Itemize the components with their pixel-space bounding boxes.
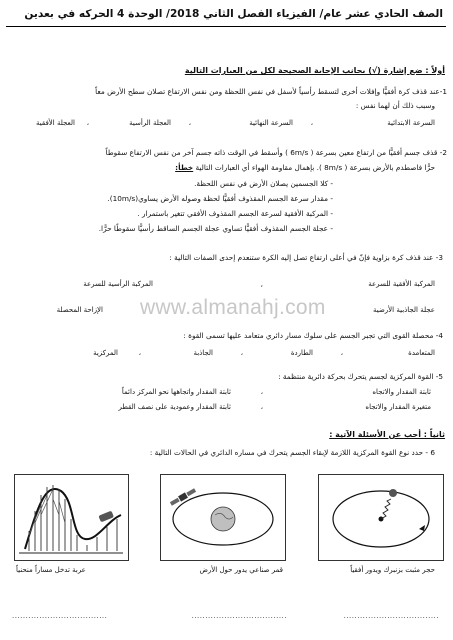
q6-answer-coaster[interactable]: ................................... bbox=[12, 612, 108, 620]
title-divider bbox=[6, 26, 446, 27]
q2-text-line1: 2- قذف جسم أفقيًّا من ارتفاع معين بسرعة ( 6m/s ) وأسقط في الوقت ذاته جسم آخر من نفس الارتفاع سقوطاً bbox=[105, 148, 447, 157]
q4-separator-3: ، bbox=[138, 349, 141, 357]
q4-option-1[interactable]: المتعامدة bbox=[408, 349, 435, 357]
q6-caption-stone: حجر مثبت بزنبرك ويدور أفقياً bbox=[350, 566, 435, 574]
q5-option-4[interactable]: ثابتة المقدار وعمودية على نصف القطر bbox=[118, 403, 231, 411]
q5-option-2[interactable]: ثابتة المقدار واتجاهها نحو المركز دائماً bbox=[121, 388, 231, 396]
q1-separator-2: ، bbox=[188, 119, 191, 127]
q4-separator-2: ، bbox=[240, 349, 243, 357]
q2-statement-2[interactable]: - مقدار سرعة الجسم المقذوف أفقيًّا لحظة وصوله الأرض يساوي(10m/s). bbox=[107, 194, 333, 203]
q4-option-3[interactable]: الجاذبة bbox=[193, 349, 213, 357]
q3-separator: , bbox=[260, 280, 263, 288]
q6-caption-satellite: قمر صناعي يدور حول الأرض bbox=[199, 566, 283, 574]
q1-text-line1: 1-عند قذف كرة أفقيًّا وإفلات أخرى لتسقط رأسياً لأسفل في نفس اللحظة ومن نفس الارتفاع تصلان سطح الأرض معاً bbox=[95, 87, 447, 96]
q5-text-line1: 5- القوة المركزية لجسم يتحرك بحركة دائرية منتظمة : bbox=[278, 372, 443, 381]
q3-option-4[interactable]: الإزاحة المحصلة bbox=[56, 306, 103, 314]
satellite-orbit-icon bbox=[161, 475, 285, 560]
coaster-icon bbox=[15, 475, 128, 560]
satellite-figure-box bbox=[160, 474, 286, 561]
watermark-text: www.almanahj.com bbox=[140, 296, 326, 319]
page-title: الصف الحادي عشر عام/ الفيزياء الفصل الثاني 2018/ الوحدة 4 الحركه في بعدين bbox=[24, 8, 443, 20]
q2-statement-1[interactable]: - كلا الجسمين يصلان الأرض في نفس اللحظة. bbox=[194, 179, 333, 188]
q1-option-3[interactable]: العجلة الرأسية bbox=[129, 119, 171, 127]
q3-option-2[interactable]: المركبة الرأسية للسرعة bbox=[83, 280, 153, 288]
q3-text-line1: 3- عند قذف كرة بزاوية فإنّ في أعلى ارتفاع تصل إليه الكرة ستنعدم إحدى الصفات التالية : bbox=[169, 253, 443, 262]
q4-text-line1: 4- محصلة القوى التي تجبر الجسم على سلوك مسار دائري متعامد عليها تسمى القوة : bbox=[183, 331, 443, 340]
section1-heading: أولاً : ضع إشارة (√) بجانب الإجابة الصحيحة لكل من العبارات التالية bbox=[184, 66, 445, 75]
q4-option-2[interactable]: الطاردة bbox=[290, 349, 313, 357]
q6-caption-coaster: عربة تدخل مساراً منحنياً bbox=[16, 566, 86, 574]
q3-option-3[interactable]: عجلة الجاذبية الأرضية bbox=[372, 306, 435, 314]
q5-separator-1: ، bbox=[260, 388, 263, 396]
stone-figure-box bbox=[318, 474, 444, 561]
q1-option-2[interactable]: السرعة النهائية bbox=[249, 119, 293, 127]
q5-option-1[interactable]: ثابتة المقدار والاتجاه bbox=[372, 388, 431, 396]
q4-option-4[interactable]: المركزية bbox=[93, 349, 118, 357]
q1-text-line2: وسبب ذلك أن لهما نفس : bbox=[355, 101, 435, 110]
q2-text-line2b: خطأ: bbox=[175, 163, 194, 172]
spring-stone-icon bbox=[319, 475, 443, 560]
q6-text-line1: 6 - حدد نوع القوة المركزية اللازمة لإبقاء الجسم يتحرك في مساره الدائري في الحالات التالية : bbox=[149, 448, 435, 457]
section2-heading: ثانياً : أجب عن الأسئلة الآتية : bbox=[329, 430, 445, 439]
q2-statement-4[interactable]: - عجلة الجسم المقذوف أفقيًّا تساوي عجلة الجسم الساقط رأسيًّا سقوطًا حرًّا. bbox=[98, 224, 333, 233]
q2-text-line2 bbox=[175, 163, 435, 172]
q1-option-4[interactable]: العجلة الأفقية bbox=[36, 119, 75, 127]
q2-statement-3[interactable]: - المركبة الأفقية لسرعة الجسم المقذوف الأفقي تتغير باستمرار . bbox=[137, 209, 333, 218]
q6-answer-stone[interactable]: ................................... bbox=[343, 612, 439, 620]
q1-separator-1: ، bbox=[310, 119, 313, 127]
q6-answer-satellite[interactable]: ................................... bbox=[191, 612, 287, 620]
q5-separator-2: ، bbox=[260, 403, 263, 411]
q5-option-3[interactable]: متغيرة المقدار والاتجاه bbox=[365, 403, 431, 411]
q3-option-1[interactable]: المركبة الأفقية للسرعة bbox=[368, 280, 435, 288]
q1-option-1[interactable]: السرعة الابتدائية bbox=[387, 119, 435, 127]
q4-separator-1: ، bbox=[340, 349, 343, 357]
coaster-figure-box bbox=[14, 474, 129, 561]
q2-text-line2a: حرًّا فاصطدم بالأرض بسرعة ( 8m/s ). بإهمال مقاومة الهواء أي العبارات التالية bbox=[193, 163, 435, 172]
q1-separator-3: ، bbox=[86, 119, 89, 127]
